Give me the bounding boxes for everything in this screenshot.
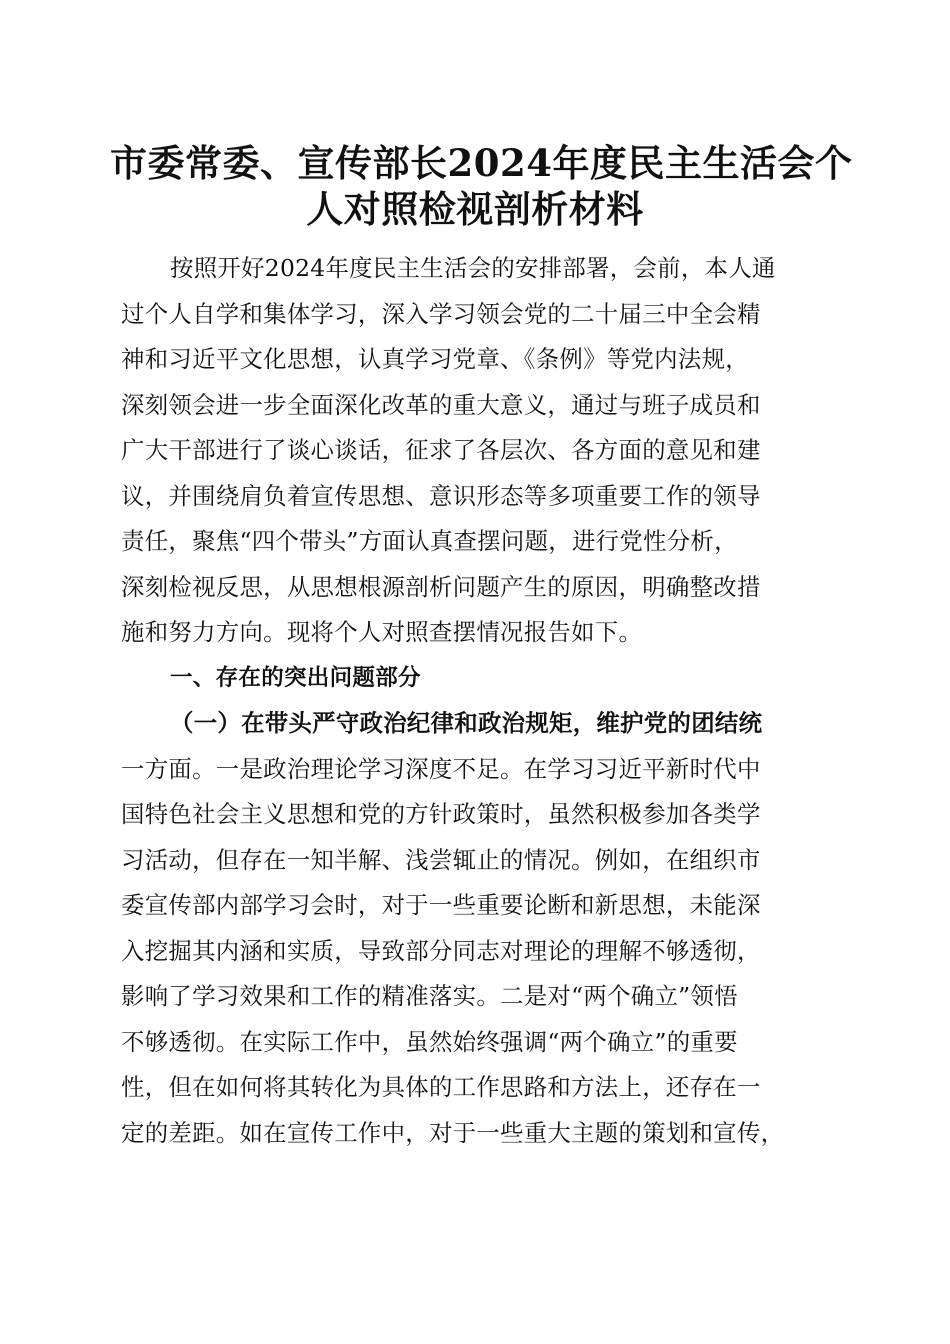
paragraph-line: 不够透彻。在实际工作中，虽然始终强调“两个确立”的重要 — [121, 1027, 738, 1056]
section-heading: 一、存在的突出问题部分 — [170, 664, 421, 691]
paragraph-line: 国特色社会主义思想和党的方针政策时，虽然积极参加各类学 — [121, 800, 761, 828]
paragraph-line: 定的差距。如在宣传工作中，对于一些重大主题的策划和宣传， — [121, 1118, 785, 1147]
paragraph-line: 神和习近平文化思想，认真学习党章、《条例》等党内法规， — [121, 345, 749, 373]
paragraph-line: 议，并围绕肩负着宣传思想、意识形态等多项重要工作的领导 — [121, 481, 761, 510]
document-title — [110, 140, 853, 232]
paragraph-line: 入挖掘其内涵和实质，导致部分同志对理论的理解不够透彻， — [121, 936, 761, 965]
paragraph-line: （一）在带头严守政治纪律和政治规矩，维护党的团结统 — [170, 709, 763, 737]
document-body — [121, 246, 833, 1156]
paragraph-line: 深刻领会进一步全面深化改革的重大意义，通过与班子成员和 — [121, 390, 761, 419]
paragraph-line: 习活动，但存在一知半解、浅尝辄止的情况。例如，在组织市 — [121, 845, 761, 874]
paragraph-line: 广大干部进行了谈心谈话，征求了各层次、各方面的意见和建 — [121, 436, 761, 464]
paragraph-line: 深刻检视反思，从思想根源剖析问题产生的原因，明确整改措 — [121, 572, 761, 601]
intro-paragraph — [121, 246, 833, 656]
subsection-paragraph — [121, 701, 833, 1156]
paragraph-line: 一方面。一是政治理论学习深度不足。在学习习近平新时代中 — [121, 754, 761, 783]
paragraph-line: 委宣传部内部学习会时，对于一些重要论断和新思想，未能深 — [121, 891, 761, 919]
paragraph-line: 施和努力方向。现将个人对照查摆情况报告如下。 — [121, 618, 643, 646]
paragraph-line: 过个人自学和集体学习，深入学习领会党的二十届三中全会精 — [121, 299, 761, 328]
paragraph-line: 影响了学习效果和工作的精准落实。二是对“两个确立”领悟 — [121, 982, 738, 1010]
title-line: 人对照检视剖析材料 — [306, 187, 644, 231]
title-line: 市委常委、宣传部长2024年度民主生活会个 — [110, 141, 853, 185]
paragraph-line: 性，但在如何将其转化为具体的工作思路和方法上，还存在一 — [121, 1073, 761, 1101]
paragraph-line: 按照开好2024年度民主生活会的安排部署，会前，本人通 — [170, 254, 776, 282]
paragraph-line: 责任，聚焦“四个带头”方面认真查摆问题，进行党性分析， — [121, 527, 738, 555]
